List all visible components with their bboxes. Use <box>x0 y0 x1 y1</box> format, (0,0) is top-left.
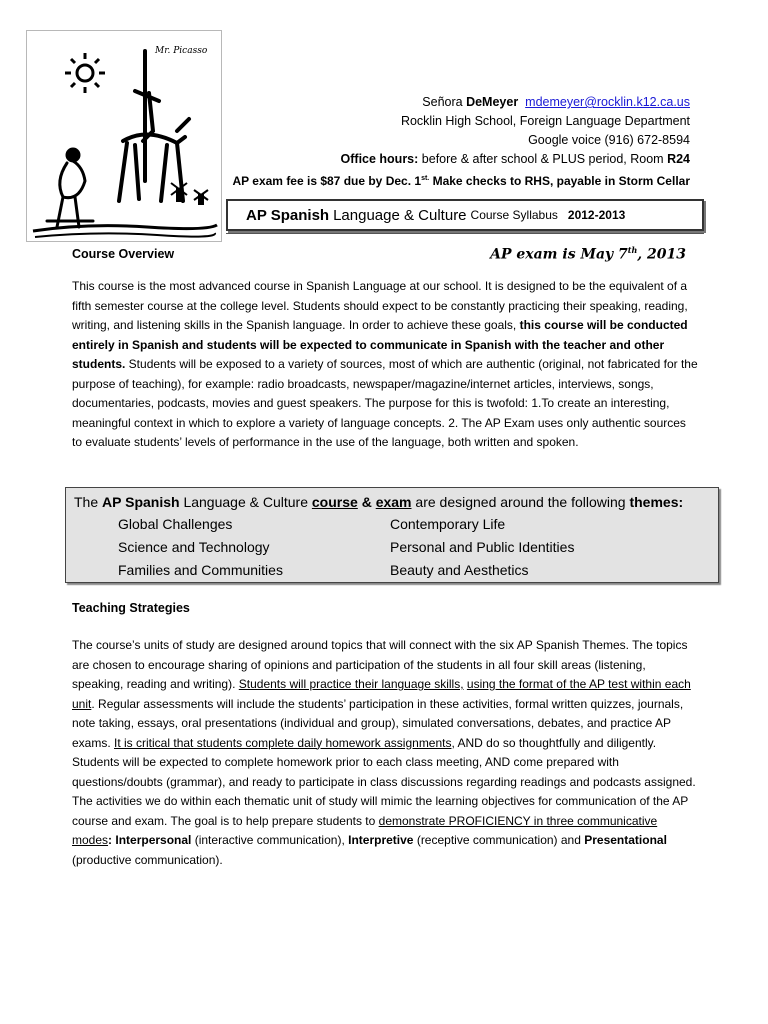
themes-exam: exam <box>375 494 412 510</box>
themes-the: The <box>74 494 103 510</box>
school-name: Rocklin High School, Foreign Language Department <box>400 114 690 128</box>
fee-sup: st. <box>421 175 430 182</box>
overview-text-bold: this course will be conducted entirely in Spanish and students will be expected to communicate in Spanish with the teacher and other students. <box>72 318 688 371</box>
ts-underline-2: using the format of the AP test within each unit <box>72 677 691 711</box>
teacher-name: DeMeyer <box>466 95 519 109</box>
overview-text-2: Students will be exposed to a variety of sources, most of which are authentic (original, not fabricated for the purpose of teaching), for example: radio broadcasts, newspaper/magazine/internet articles, interviews, songs, documentaries, podcasts, movies and guest speakers. The purpose for this is twofold: 1.To create an interesting, meaningful context in which to explore a variety of language concepts. 2. The AP Exam uses only authentic sources to evaluate students’ levels of performance in the use of the language, both written and spoken. <box>72 357 698 449</box>
ts-text-6: (receptive communication) and <box>413 833 585 847</box>
title-language-culture: Language & Culture <box>333 206 467 224</box>
ts-text-5: (interactive communication), <box>191 833 349 847</box>
ts-underline-1: Students will practice their language skills, <box>238 677 464 691</box>
teaching-strategies-paragraph <box>72 636 698 870</box>
themes-header <box>74 491 710 513</box>
exam-fee <box>233 169 691 191</box>
exam-date <box>490 245 686 263</box>
phone-number: Google voice (916) 672-8594 <box>528 133 690 147</box>
signature: Mr. Picasso <box>155 46 208 56</box>
syllabus-title-box <box>226 199 704 231</box>
themes-amp: & <box>357 494 376 510</box>
ts-bold-interpretive: Interpretive <box>348 833 414 847</box>
theme-item: Personal and Public Identities <box>390 539 575 555</box>
themes-ap: AP Spanish <box>102 494 180 510</box>
ts-underline-4: demonstrate PROFICIENCY in three communicative modes <box>72 813 658 847</box>
office-hours-label: Office hours: <box>340 152 419 166</box>
ts-text-7: (productive communication). <box>72 852 223 867</box>
themes-list <box>74 513 710 582</box>
contact-block <box>233 93 691 191</box>
title-course-syllabus: Course Syllabus <box>470 208 558 222</box>
theme-item: Contemporary Life <box>390 516 506 532</box>
course-overview-heading: Course Overview <box>72 247 175 261</box>
overview-text-1: This course is the most advanced course in Spanish Language at our school. It is designed to be the equivalent of a fifth semester course at the college level. Students should expect to be constantly practicing their speaking, reading, writing, and listening skills in the Spanish language. In order to achieve these goals, <box>72 279 688 332</box>
theme-item: Beauty and Aesthetics <box>390 562 529 578</box>
ts-underline-3: It is critical that students complete daily homework assignments <box>114 735 452 750</box>
ts-text-4: , AND do so thoughtfully and diligently. Students will be expected to complete homework prior to each class meeting, AND come prepared with questions/doubts (grammar), and ready to participate in class discussions regarding readings and podcasts assigned. The activities we do within each thematic unit of study will mimic the learning objectives for communication of the AP course and exam. The goal is to help prepare students to <box>72 735 696 828</box>
themes-word: themes: <box>629 494 684 510</box>
ts-bold-presentational: Presentational <box>584 833 667 847</box>
title-ap-spanish: AP Spanish <box>246 206 330 224</box>
ts-bold-interpersonal: : Interpersonal <box>108 833 192 847</box>
email-link[interactable]: mdemeyer@rocklin.k12.ca.us <box>525 95 690 109</box>
theme-item: Global Challenges <box>118 516 233 532</box>
teaching-strategies-heading: Teaching Strategies <box>72 601 190 615</box>
themes-course: course <box>311 494 358 510</box>
course-overview-paragraph <box>72 277 698 453</box>
themes-lc: Language & Culture <box>179 494 312 510</box>
fee-text: AP exam fee is $87 due by Dec. 1 <box>232 174 422 188</box>
office-hours-text: before & after school & PLUS period, Room <box>418 152 668 166</box>
name-prefix: Señora <box>422 95 467 109</box>
teacher-name-line <box>233 93 691 112</box>
theme-item: Science and Technology <box>118 539 270 555</box>
title-underline <box>226 233 704 234</box>
office-hours <box>233 150 691 169</box>
ts-text-1: The course’s units of study are designed around topics that will connect with the six AP Spanish Themes. The topics are chosen to encourage sharing of opinions and participation of the students in all four skill areas (listening, speaking, reading and writing). <box>72 638 688 691</box>
don-quixote-illustration <box>26 30 222 242</box>
sun-icon <box>65 53 105 93</box>
title-year: 2012-2013 <box>567 208 626 222</box>
sketch-drawing <box>27 31 221 241</box>
theme-item: Families and Communities <box>118 562 283 578</box>
room-number: R24 <box>667 152 690 166</box>
exam-date-year: , 2013 <box>637 246 686 263</box>
fee-checks: Make checks to RHS, payable in Storm Cellar <box>429 174 690 188</box>
themes-box <box>65 487 719 583</box>
exam-date-sup: th <box>627 245 638 255</box>
themes-mid: are designed around the following <box>411 494 630 510</box>
ts-text-3: . Regular assessments will include the students’ participation in these activities, formal written quizzes, journals, note taking, essays, oral presentations (individual and group), simulated conversations, debates, and practice AP exams. <box>72 696 684 750</box>
exam-date-text: AP exam is May 7 <box>490 246 628 263</box>
